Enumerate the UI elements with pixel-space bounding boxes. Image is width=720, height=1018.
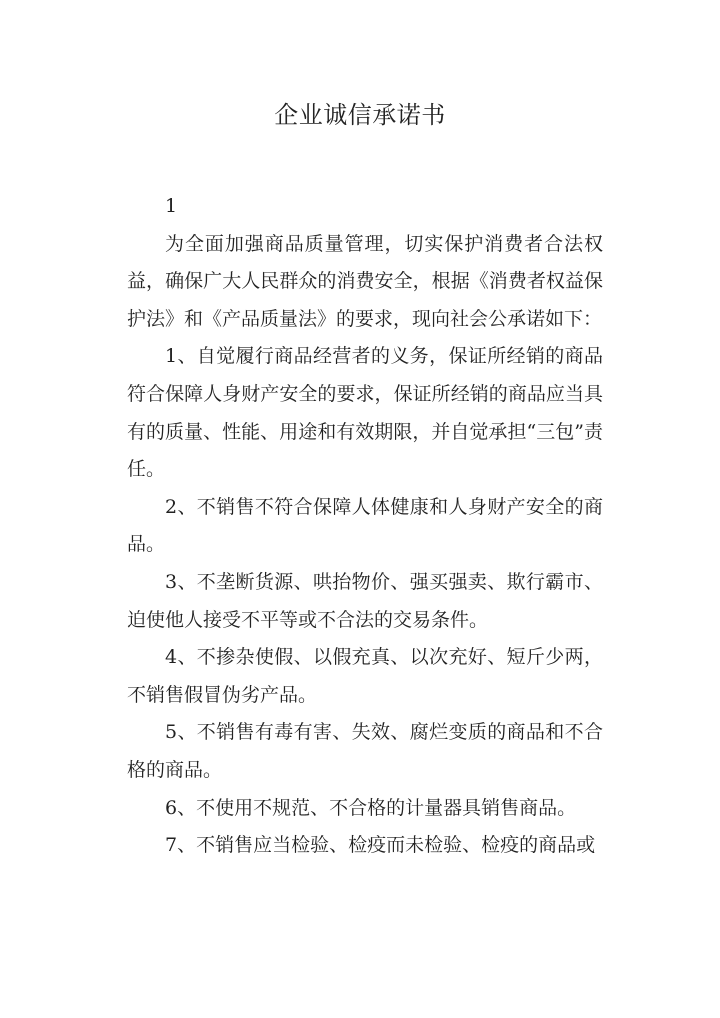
section-number: 1 xyxy=(165,195,178,217)
paragraph-intro: 为全面加强商品质量管理，切实保护消费者合法权益，确保广大人民群众的消费安全，根据《消费者权益保护法》和《产品质量法》的要求，现向社会公承诺如下： xyxy=(127,232,603,330)
paragraph-item-1: 1、自觉履行商品经营者的义务，保证所经销的商品符合保障人身财产安全的要求，保证所经销的商品应当具有的质量、性能、用途和有效期限，并自觉承担“三包”责任。 xyxy=(127,345,603,481)
paragraph-item-7: 7、不销售应当检验、检疫而未检验、检疫的商品或 xyxy=(165,834,596,857)
paragraph-item-3: 3、不垄断货源、哄抬物价、强买强卖、欺行霸市、迫使他人接受不平等或不合法的交易条件。 xyxy=(127,570,603,631)
paragraph-item-4: 4、不掺杂使假、以假充真、以次充好、短斤少两，不销售假冒伪劣产品。 xyxy=(127,646,603,706)
document-title: 企业诚信承诺书 xyxy=(274,101,446,129)
document-body xyxy=(127,188,603,865)
paragraph-item-6: 6、不使用不规范、不合格的计量器具销售商品。 xyxy=(165,796,577,819)
paragraph-item-5: 5、不销售有毒有害、失效、腐烂变质的商品和不合格的商品。 xyxy=(127,721,603,781)
paragraph-item-2: 2、不销售不符合保障人体健康和人身财产安全的商品。 xyxy=(127,495,603,556)
